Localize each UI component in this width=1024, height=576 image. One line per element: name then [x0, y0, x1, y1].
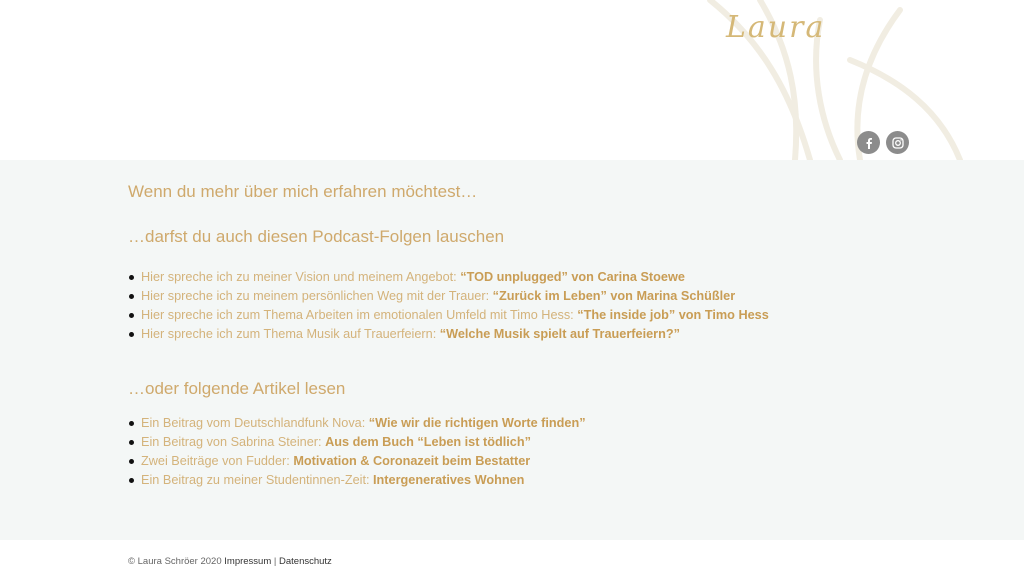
footer-separator: | [271, 556, 279, 567]
main-content [0, 160, 1024, 540]
facebook-icon [863, 137, 875, 149]
site-logo[interactable]: Laura [726, 10, 826, 45]
list-item [128, 471, 586, 490]
instagram-link[interactable] [886, 131, 909, 154]
copyright-text: © Laura Schröer 2020 [128, 556, 225, 567]
intro-heading: Wenn du mehr über mich erfahren möchtest… [128, 182, 478, 201]
podcast-description: Hier spreche ich zum Thema Musik auf Trauerfeiern: [141, 327, 440, 341]
article-description: Ein Beitrag vom Deutschlandfunk Nova: [141, 416, 369, 430]
list-item [128, 452, 586, 471]
articles-heading: …oder folgende Artikel lesen [128, 379, 346, 398]
podcast-description: Hier spreche ich zu meinem persönlichen Weg mit der Trauer: [141, 289, 493, 303]
podcast-heading: …darfst du auch diesen Podcast-Folgen lauschen [128, 227, 505, 246]
list-item [128, 325, 769, 344]
podcast-link[interactable]: “TOD unplugged” von Carina Stoewe [460, 270, 685, 284]
site-header [0, 0, 1024, 160]
impressum-link[interactable]: Impressum [224, 556, 272, 567]
facebook-link[interactable] [857, 131, 880, 154]
podcast-link[interactable]: “The inside job” von Timo Hess [577, 308, 769, 322]
article-link[interactable]: “Wie wir die richtigen Worte finden” [368, 416, 586, 430]
list-item [128, 287, 769, 306]
list-item [128, 414, 586, 433]
site-footer [0, 540, 1024, 576]
article-description: Ein Beitrag von Sabrina Steiner: [141, 435, 326, 449]
article-description: Ein Beitrag zu meiner Studentinnen-Zeit: [141, 473, 374, 487]
list-item [128, 268, 769, 287]
footer-line [128, 556, 332, 567]
article-link[interactable]: Motivation & Coronazeit beim Bestatter [293, 454, 531, 468]
podcast-link[interactable]: “Zurück im Leben” von Marina Schüßler [492, 289, 736, 303]
podcast-list [128, 268, 769, 344]
podcast-description: Hier spreche ich zum Thema Arbeiten im emotionalen Umfeld mit Timo Hess: [141, 308, 578, 322]
article-link[interactable]: Intergeneratives Wohnen [373, 473, 525, 487]
list-item [128, 433, 586, 452]
list-item [128, 306, 769, 325]
podcast-description: Hier spreche ich zu meiner Vision und meinem Angebot: [141, 270, 461, 284]
articles-list [128, 414, 586, 490]
podcast-link[interactable]: “Welche Musik spielt auf Trauerfeiern?” [439, 327, 680, 341]
article-link[interactable]: Aus dem Buch “Leben ist tödlich” [325, 435, 531, 449]
article-description: Zwei Beiträge von Fudder: [141, 454, 294, 468]
instagram-icon [892, 137, 904, 149]
datenschutz-link[interactable]: Datenschutz [279, 556, 332, 567]
